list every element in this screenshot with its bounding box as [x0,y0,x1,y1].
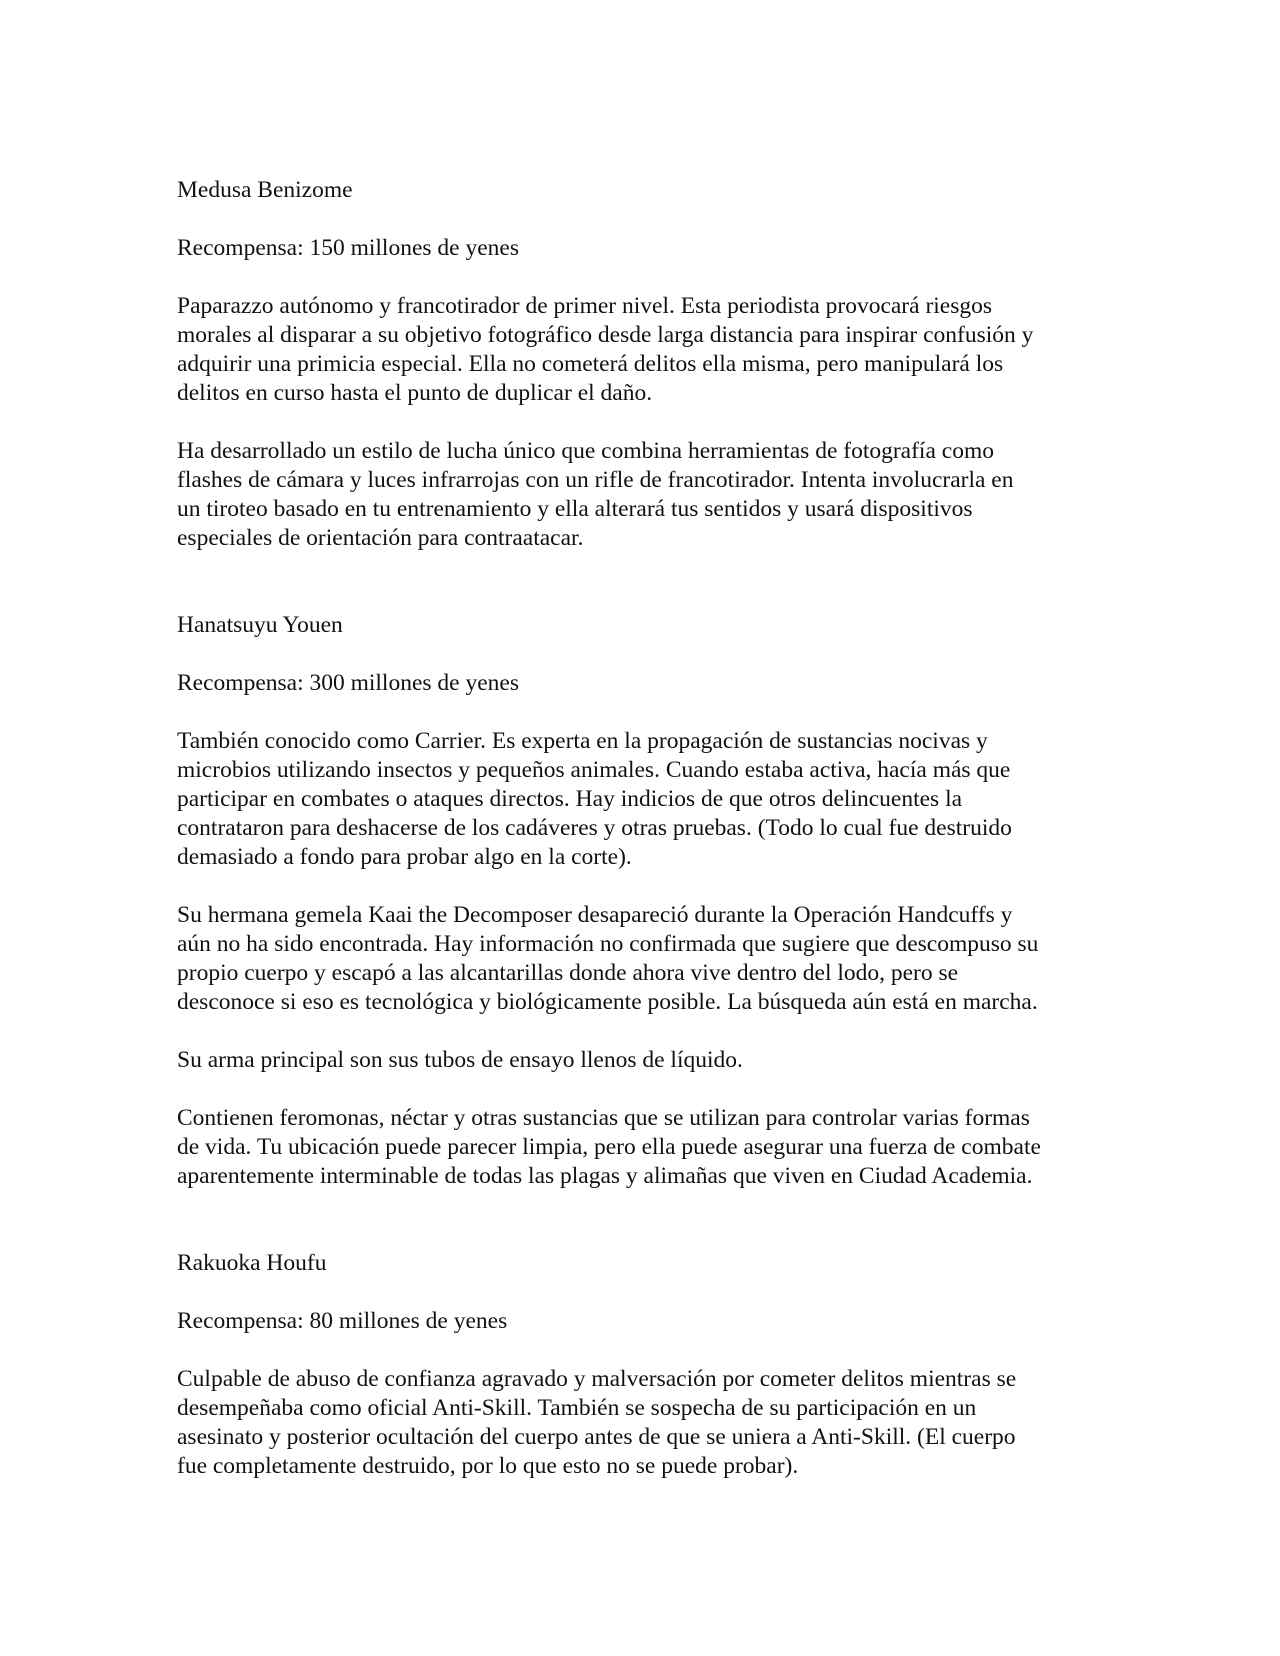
text-line: de vida. Tu ubicación puede parecer limpia, pero ella puede asegurar una fuerza de combate [177,1134,1041,1160]
text-line: aún no ha sido encontrada. Hay información no confirmada que sugiere que descompuso su [177,931,1039,957]
text-line: participar en combates o ataques directos. Hay indicios de que otros delincuentes la [177,786,963,812]
text-line: contrataron para deshacerse de los cadáveres y otras pruebas. (Todo lo cual fue destruido [177,815,1012,841]
text-line: Ha desarrollado un estilo de lucha único que combina herramientas de fotografía como [177,438,994,464]
text-line: adquirir una primicia especial. Ella no cometerá delitos ella misma, pero manipulará los [177,351,1004,377]
text-line: demasiado a fondo para probar algo en la corte). [177,844,632,870]
bounty-reward: Recompensa: 80 millones de yenes [177,1308,508,1334]
paragraph [177,1365,1041,1481]
bounty-name: Rakuoka Houfu [177,1250,327,1276]
paragraph [177,437,1041,553]
bounty-name: Medusa Benizome [177,177,353,203]
text-line: un tiroteo basado en tu entrenamiento y ella alterará tus sentidos y usará dispositivos [177,496,973,522]
text-line: especiales de orientación para contraatacar. [177,525,584,551]
text-line: microbios utilizando insectos y pequeños animales. Cuando estaba activa, hacía más que [177,757,1011,783]
text-line: Culpable de abuso de confianza agravado y malversación por cometer delitos mientras se [177,1366,1017,1392]
text-line: asesinato y posterior ocultación del cuerpo antes de que se uniera a Anti-Skill. (El cuerpo [177,1424,1016,1450]
text-line: desempeñaba como oficial Anti-Skill. También se sospecha de su participación en un [177,1395,977,1421]
paragraph [177,292,1041,408]
text-line: También conocido como Carrier. Es experta en la propagación de sustancias nocivas y [177,728,988,754]
text-line: propio cuerpo y escapó a las alcantarillas donde ahora vive dentro del lodo, pero se [177,960,959,986]
text-line: flashes de cámara y luces infrarrojas con un rifle de francotirador. Intenta involucrarla en [177,467,1014,493]
bounty-name: Hanatsuyu Youen [177,612,343,638]
bounty-section [177,611,1041,1191]
text-line: delitos en curso hasta el punto de duplicar el daño. [177,380,653,406]
text-line: Contienen feromonas, néctar y otras sustancias que se utilizan para controlar varias formas [177,1105,1030,1131]
paragraph [177,1046,1041,1075]
text-line: fue completamente destruido, por lo que esto no se puede probar). [177,1453,799,1479]
bounty-reward: Recompensa: 150 millones de yenes [177,235,519,261]
text-line: morales al disparar a su objetivo fotográfico desde larga distancia para inspirar confusión y [177,322,1034,348]
paragraph [177,901,1041,1017]
text-line: aparentemente interminable de todas las plagas y alimañas que viven en Ciudad Academia. [177,1163,1033,1189]
paragraph [177,727,1041,872]
bounty-section [177,176,1041,553]
text-line: desconoce si eso es tecnológica y biológicamente posible. La búsqueda aún está en marcha. [177,989,1038,1015]
paragraph [177,1104,1041,1191]
document-page [177,176,1041,1539]
bounty-section [177,1249,1041,1481]
text-line: Su arma principal son sus tubos de ensayo llenos de líquido. [177,1047,743,1073]
text-line: Paparazzo autónomo y francotirador de primer nivel. Esta periodista provocará riesgos [177,293,993,319]
bounty-reward: Recompensa: 300 millones de yenes [177,670,519,696]
text-line: Su hermana gemela Kaai the Decomposer desapareció durante la Operación Handcuffs y [177,902,1013,928]
